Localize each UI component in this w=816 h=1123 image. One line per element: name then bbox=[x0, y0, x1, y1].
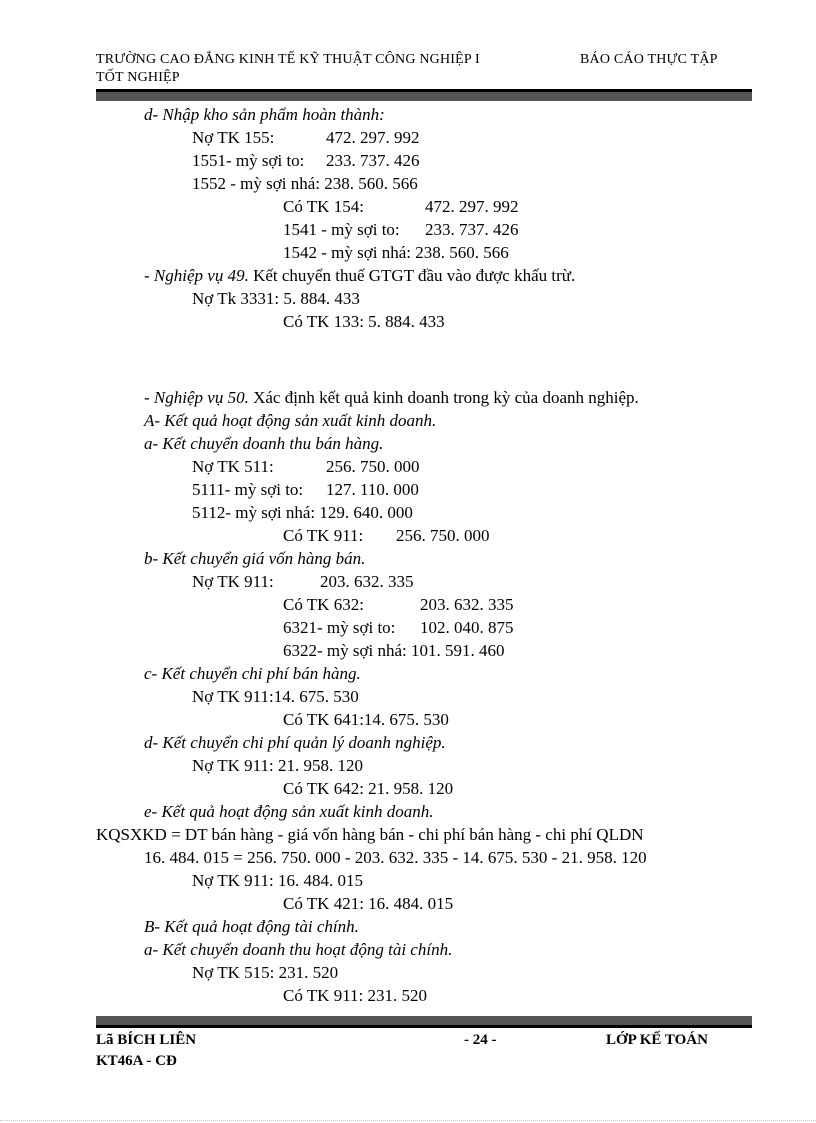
entry-line: Có TK 641:14. 675. 530 bbox=[283, 710, 449, 729]
entry-line: Có TK 911: 256. 750. 000 bbox=[283, 526, 490, 545]
entry-line: 1542 - mỳ sợi nhá: 238. 560. 566 bbox=[283, 243, 509, 262]
entry-line: 5111- mỳ sợi to: 127. 110. 000 bbox=[192, 480, 419, 499]
section-b-heading: B- Kết quả hoạt động tài chính. bbox=[144, 917, 359, 936]
entry-line: Có TK 133: 5. 884. 433 bbox=[283, 312, 445, 331]
entry-line: 6322- mỳ sợi nhá: 101. 591. 460 bbox=[283, 641, 505, 660]
header-school: TRƯỜNG CAO ĐẲNG KINH TẾ KỸ THUẬT CÔNG NGHIỆP I bbox=[96, 52, 480, 67]
page-edge-dots bbox=[0, 1120, 816, 1121]
subsection-heading: e- Kết quả hoạt động sản xuất kinh doanh. bbox=[144, 802, 434, 821]
entry-line: Nợ TK 911:14. 675. 530 bbox=[192, 687, 359, 706]
entry-line: Nợ TK 911: 16. 484. 015 bbox=[192, 871, 363, 890]
subsection-heading: a- Kết chuyển doanh thu hoạt động tài chính. bbox=[144, 940, 453, 959]
entry-line: Nợ TK 911: 203. 632. 335 bbox=[192, 572, 414, 591]
entry-line: Nợ TK 511: 256. 750. 000 bbox=[192, 457, 420, 476]
formula-line: KQSXKD = DT bán hàng - giá vốn hàng bán - chi phí bán hàng - chi phí QLDN bbox=[96, 825, 644, 844]
transaction-49: - Nghiệp vụ 49. Kết chuyển thuế GTGT đầu vào được khấu trừ. bbox=[144, 266, 576, 285]
entry-line: 6321- mỳ sợi to: 102. 040. 875 bbox=[283, 618, 514, 637]
entry-line: Có TK 154: 472. 297. 992 bbox=[283, 197, 519, 216]
footer-author: Lã BÍCH LIÊN bbox=[96, 1032, 197, 1048]
entry-line: 1541 - mỳ sợi to: 233. 737. 426 bbox=[283, 220, 519, 239]
footer-rule-shade bbox=[96, 1016, 752, 1025]
subsection-heading: a- Kết chuyển doanh thu bán hàng. bbox=[144, 434, 384, 453]
footer-department: LỚP KẾ TOÁN bbox=[606, 1032, 708, 1048]
formula-values: 16. 484. 015 = 256. 750. 000 - 203. 632. 335 - 14. 675. 530 - 21. 958. 120 bbox=[144, 848, 647, 867]
header-report: BÁO CÁO THỰC TẬP bbox=[580, 52, 718, 67]
subsection-heading: c- Kết chuyển chi phí bán hàng. bbox=[144, 664, 361, 683]
entry-line: Có TK 421: 16. 484. 015 bbox=[283, 894, 454, 913]
entry-line: Nợ Tk 3331: 5. 884. 433 bbox=[192, 289, 360, 308]
entry-line: Có TK 642: 21. 958. 120 bbox=[283, 779, 454, 798]
footer-rule-thick bbox=[96, 1025, 752, 1028]
subsection-heading: b- Kết chuyển giá vốn hàng bán. bbox=[144, 549, 366, 568]
section-d-heading: d- Nhập kho sản phẩm hoàn thành: bbox=[144, 105, 385, 124]
header-rule-shade bbox=[96, 92, 752, 101]
section-a-heading: A- Kết quả hoạt động sản xuất kinh doanh. bbox=[144, 411, 437, 430]
entry-line: 5112- mỳ sợi nhá: 129. 640. 000 bbox=[192, 503, 413, 522]
entry-line: 1552 - mỳ sợi nhá: 238. 560. 566 bbox=[192, 174, 418, 193]
footer-class: KT46A - CĐ bbox=[96, 1053, 177, 1069]
entry-line: Nợ TK 515: 231. 520 bbox=[192, 963, 339, 982]
subsection-heading: d- Kết chuyển chi phí quản lý doanh nghiệp. bbox=[144, 733, 446, 752]
entry-line: Có TK 632: 203. 632. 335 bbox=[283, 595, 514, 614]
entry-line: Nợ TK 155: 472. 297. 992 bbox=[192, 128, 420, 147]
page-number: - 24 - bbox=[464, 1032, 497, 1048]
entry-line: Nợ TK 911: 21. 958. 120 bbox=[192, 756, 363, 775]
header-report-continued: TỐT NGHIỆP bbox=[96, 70, 180, 85]
transaction-50: - Nghiệp vụ 50. Xác định kết quả kinh doanh trong kỳ của doanh nghiệp. bbox=[144, 388, 639, 407]
entry-line: Có TK 911: 231. 520 bbox=[283, 986, 428, 1005]
entry-line: 1551- mỳ sợi to: 233. 737. 426 bbox=[192, 151, 420, 170]
